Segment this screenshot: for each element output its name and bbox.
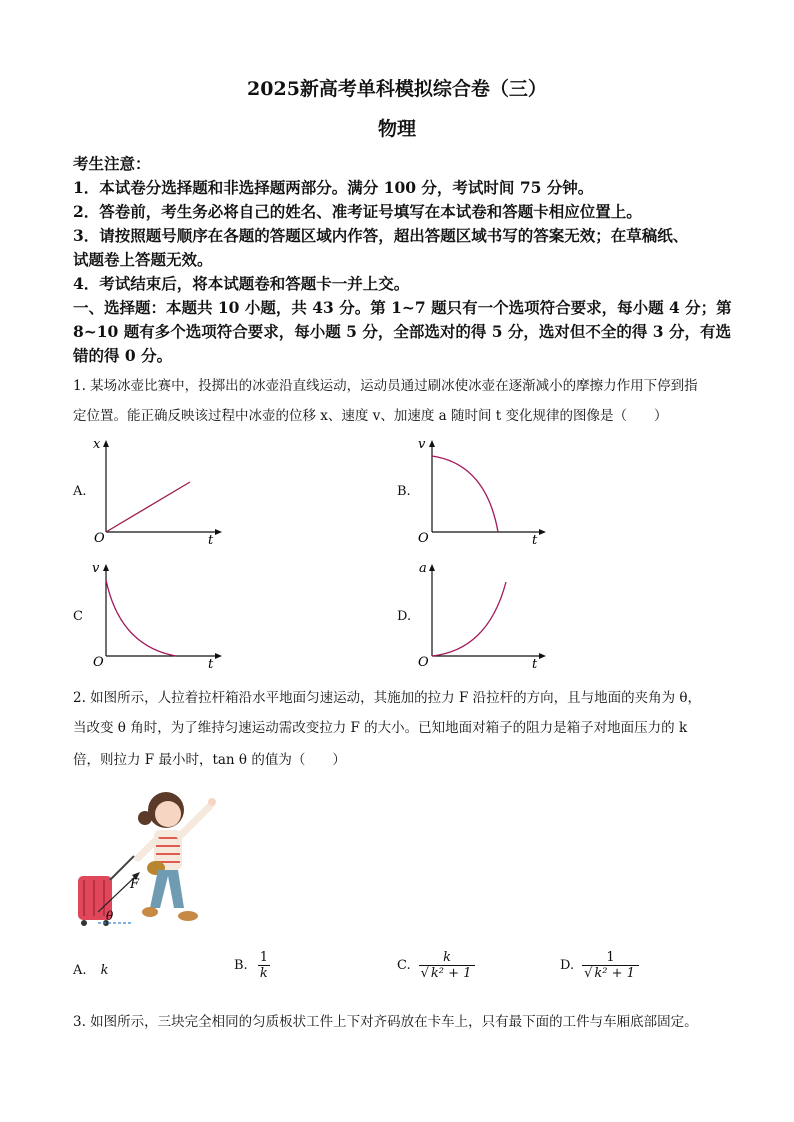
q1-line-1: 1. 某场冰壶比赛中，投掷出的冰壶沿直线运动，运动员通过刷冰使冰壶在逐渐减小的摩擦力作用下停到指 xyxy=(73,378,698,394)
q2-option-b-den: k xyxy=(259,966,268,981)
q1-graph-c-curve xyxy=(106,580,176,656)
q1-graph-d-ylabel: a xyxy=(419,561,427,576)
q2-option-a-value: k xyxy=(100,963,109,978)
q2-option-c-num: k xyxy=(443,950,451,965)
q1-graph-c-ylabel: v xyxy=(92,561,100,576)
q2-option-c: C. $\frac{k}{\text{√ k² + 1}}$ xyxy=(397,950,475,981)
q2-angle-label: θ xyxy=(106,909,114,923)
notice-item-3: 3．请按照题号顺序在各题的答题区域内作答，超出答题区域书写的答案无效；在草稿纸、 xyxy=(73,226,689,245)
q1-graph-c xyxy=(90,558,230,674)
notice-item-4: 4．考试结束后，将本试题卷和答题卡一并上交。 xyxy=(73,274,410,293)
q2-option-c-label: C. xyxy=(397,958,411,973)
q1-graph-b xyxy=(416,434,556,550)
q2-option-a xyxy=(73,963,109,978)
q1-graph-b-ylabel: v xyxy=(418,437,426,452)
notice-heading: 考生注意： xyxy=(73,154,151,173)
q1-graph-d-xlabel: t xyxy=(532,657,538,672)
q1-graph-b-origin: O xyxy=(418,531,429,546)
page-title: 2025新高考单科模拟综合卷（三） xyxy=(247,78,547,100)
q2-option-a-label: A. xyxy=(73,963,87,978)
q1-graph-b-xlabel: t xyxy=(532,533,538,548)
q2-option-d-den: k² + 1 xyxy=(594,966,635,981)
q1-option-a-label: A. xyxy=(73,484,87,499)
q1-graph-d-origin: O xyxy=(418,655,429,670)
notice-item-2: 2．答卷前，考生务必将自己的姓名、准考证号填写在本试卷和答题卡相应位置上。 xyxy=(73,202,642,221)
girl-figure xyxy=(138,792,216,921)
q1-option-b-label: B. xyxy=(397,484,411,499)
q1-graph-a xyxy=(90,434,230,550)
section-1-line-3: 错的得 0 分。 xyxy=(73,346,173,365)
q2-option-c-den: k² + 1 xyxy=(430,966,472,981)
q2-option-d: D. $\frac{1}{\text{√ k² + 1}}$ xyxy=(560,950,639,981)
q1-graph-a-ylabel: x xyxy=(93,437,101,452)
q2-illustration xyxy=(70,784,230,932)
q1-graph-d xyxy=(416,558,556,674)
q2-option-b-num: 1 xyxy=(259,950,268,965)
section-1-line-1: 一、选择题：本题共 10 小题，共 43 分。第 1~7 题只有一个选项符合要求，每小题 4 分；第 xyxy=(73,298,732,317)
q1-graph-d-curve xyxy=(432,582,506,656)
q3-line-1: 3. 如图所示，三块完全相同的匀质板状工件上下对齐码放在卡车上，只有最下面的工件与车厢底部固定。 xyxy=(73,1014,698,1030)
q2-force-label: F xyxy=(130,877,140,892)
q1-line-2: 定位置。能正确反映该过程中冰壶的位移 x、速度 v、加速度 a 随时间 t 变化规律的图像是（ ） xyxy=(73,408,668,424)
q2-line-2: 当改变 θ 角时，为了维持匀速运动需改变拉力 F 的大小。已知地面对箱子的阻力是箱子对地面压力的 k xyxy=(73,720,688,736)
q1-graph-a-origin: O xyxy=(94,531,105,546)
q1-graph-b-curve xyxy=(432,456,498,532)
q2-option-b xyxy=(234,950,270,981)
q2-option-d-num: 1 xyxy=(606,950,615,965)
section-1-line-2: 8~10 题有多个选项符合要求，每小题 5 分，全部选对的得 5 分，选对但不全的得 3 分，有选 xyxy=(73,322,731,341)
q1-option-c-label: C xyxy=(73,609,83,624)
subject-title: 物理 xyxy=(377,118,416,140)
notice-item-1: 1．本试卷分选择题和非选择题两部分。满分 100 分，考试时间 75 分钟。 xyxy=(73,178,594,197)
q1-graph-c-origin: O xyxy=(93,655,104,670)
q1-graph-c-xlabel: t xyxy=(208,657,214,672)
q2-line-1: 2. 如图所示，人拉着拉杆箱沿水平地面匀速运动，其施加的拉力 F 沿拉杆的方向，且与地面的夹角为 θ， xyxy=(73,690,702,706)
q2-line-3: 倍，则拉力 F 最小时，tan θ 的值为（ ） xyxy=(73,752,346,768)
q1-graph-a-xlabel: t xyxy=(208,533,214,548)
q2-option-b-label: B. xyxy=(234,958,248,973)
q2-option-d-label: D. xyxy=(560,958,575,973)
notice-item-3-cont: 试题卷上答题无效。 xyxy=(73,250,213,269)
q1-graph-a-curve xyxy=(106,482,190,532)
q1-option-d-label: D. xyxy=(397,609,412,624)
